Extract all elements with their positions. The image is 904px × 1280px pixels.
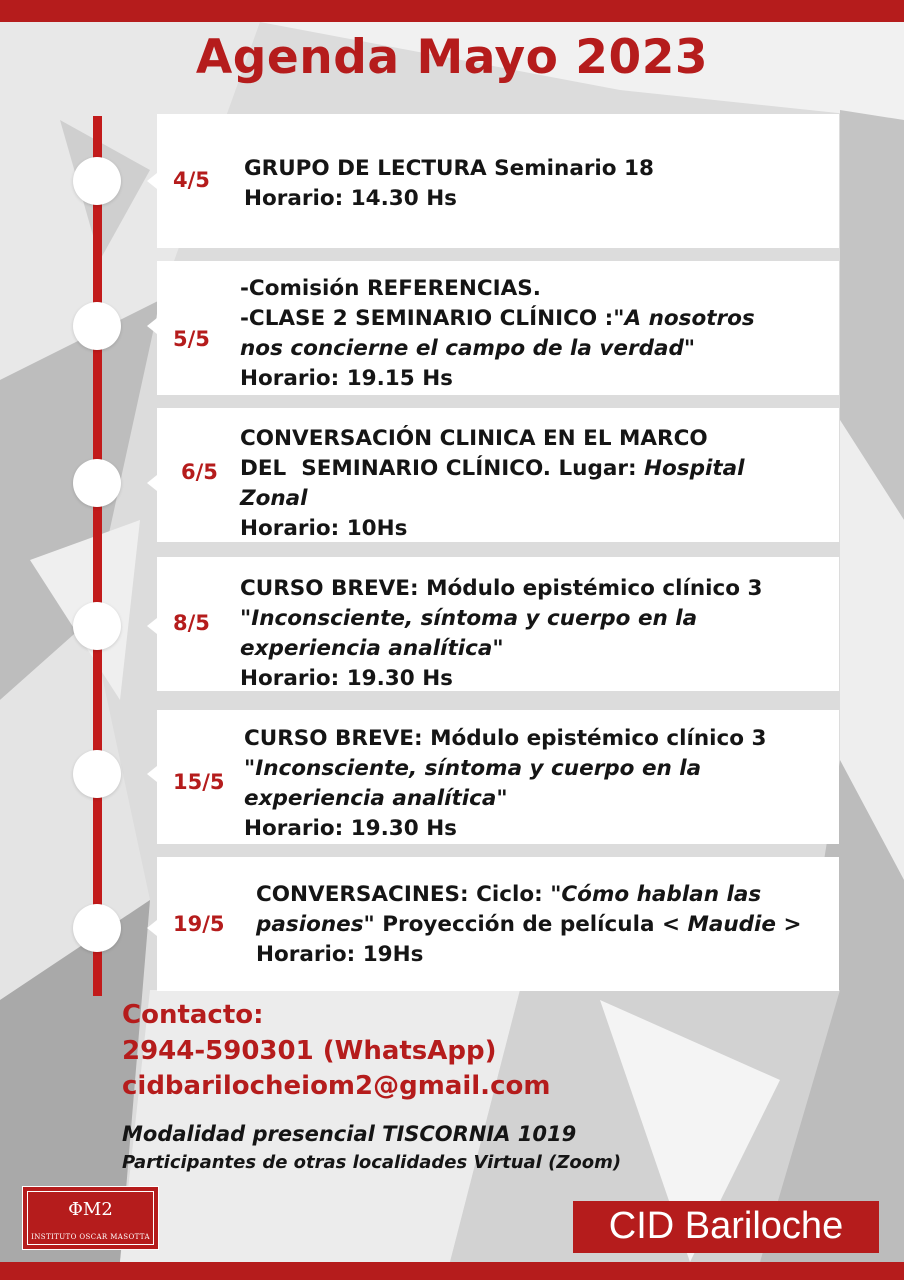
event-line — [240, 484, 745, 514]
timeline-dot — [73, 602, 121, 650]
event-date: 4/5 — [173, 168, 210, 192]
event-text: DEL SEMINARIO CLÍNICO. — [240, 456, 559, 481]
event-text: -Comisión REFERENCIAS. — [240, 276, 541, 301]
contact-email: cidbarilocheiom2@gmail.com — [122, 1071, 551, 1101]
event-line — [244, 784, 766, 814]
event-card-pointer — [147, 920, 157, 936]
event-text: "Cómo hablan las — [550, 882, 762, 907]
event-line — [240, 454, 745, 484]
event-date: 6/5 — [181, 460, 218, 484]
event-description — [256, 880, 802, 970]
event-text: CONVERSACIÓN CLINICA EN EL MARCO — [240, 426, 708, 451]
event-text: Zonal — [240, 486, 308, 511]
event-line — [240, 604, 762, 634]
event-line — [240, 304, 755, 334]
event-text: Proyección de película < — [374, 912, 688, 937]
modality-virtual: Participantes de otras localidades Virtual (Zoom) — [122, 1152, 622, 1173]
event-text: : Módulo epistémico clínico 3 — [410, 576, 763, 601]
cid-bariloche-logo-text: CID Bariloche — [608, 1205, 844, 1247]
event-text: experiencia analítica" — [244, 786, 508, 811]
cid-bariloche-logo — [573, 1201, 879, 1253]
modality-presencial: Modalidad presencial TISCORNIA 1019 — [122, 1122, 577, 1146]
event-card-pointer — [147, 618, 157, 634]
event-text: : Módulo epistémico clínico 3 — [414, 726, 767, 751]
event-line — [256, 880, 802, 910]
event-line — [256, 910, 802, 940]
timeline-dot — [73, 302, 121, 350]
event-text: GRUPO DE LECTURA — [244, 156, 487, 181]
timeline-dot — [73, 157, 121, 205]
timeline-dot — [73, 459, 121, 507]
event-line — [240, 364, 755, 394]
event-text: > — [776, 912, 802, 937]
event-line — [244, 154, 654, 184]
event-text: Horario: 19.15 Hs — [240, 366, 453, 391]
event-date: 5/5 — [173, 327, 210, 351]
contact-phone: 2944-590301 (WhatsApp) — [122, 1036, 497, 1066]
event-line — [244, 754, 766, 784]
event-description — [240, 274, 755, 394]
event-line — [240, 274, 755, 304]
bottom-red-bar — [0, 1262, 904, 1280]
top-red-bar — [0, 0, 904, 22]
event-text: CONVERSACINES — [256, 882, 460, 907]
event-description — [240, 424, 745, 544]
event-text: Horario: 19.30 Hs — [240, 666, 453, 691]
event-text: CURSO BREVE — [244, 726, 414, 751]
event-card-pointer — [147, 766, 157, 782]
event-text: pasiones" — [256, 912, 375, 937]
event-text: experiencia analítica" — [240, 636, 504, 661]
event-description — [244, 724, 766, 844]
timeline-line — [93, 116, 102, 996]
event-text: Horario: 19Hs — [256, 942, 424, 967]
event-text: "A nosotros — [613, 306, 755, 331]
event-text: "Inconsciente, síntoma y cuerpo en la — [240, 606, 698, 631]
iom2-logo — [22, 1186, 159, 1250]
event-line — [244, 724, 766, 754]
event-line — [240, 634, 762, 664]
event-date: 19/5 — [173, 912, 225, 936]
event-line — [240, 664, 762, 694]
timeline-dot — [73, 904, 121, 952]
event-line — [244, 814, 766, 844]
event-text: Lugar: — [558, 456, 645, 481]
event-line — [240, 334, 755, 364]
event-line — [256, 940, 802, 970]
event-text: Horario: 10Hs — [240, 516, 408, 541]
event-description — [240, 574, 762, 694]
event-card-pointer — [147, 318, 157, 334]
event-text: : Ciclo: — [460, 882, 551, 907]
event-text: -CLASE 2 SEMINARIO CLÍNICO : — [240, 306, 614, 331]
event-date: 15/5 — [173, 770, 225, 794]
event-text: Hospital — [644, 456, 745, 481]
page-title: Agenda Mayo 2023 — [195, 30, 709, 85]
event-text: Maudie — [687, 912, 777, 937]
event-text: "Inconsciente, síntoma y cuerpo en la — [244, 756, 702, 781]
event-line — [244, 184, 654, 214]
event-text: Horario: 14.30 Hs — [244, 186, 457, 211]
event-line — [240, 574, 762, 604]
event-card-pointer — [147, 173, 157, 189]
event-line — [240, 514, 745, 544]
event-description — [244, 154, 654, 214]
event-line — [240, 424, 745, 454]
contact-heading: Contacto: — [122, 1000, 264, 1030]
event-text: nos concierne el campo de la verdad" — [240, 336, 696, 361]
iom2-logo-symbol: ΦM2 — [68, 1199, 113, 1220]
event-date: 8/5 — [173, 611, 210, 635]
timeline-dot — [73, 750, 121, 798]
iom2-logo-text: INSTITUTO OSCAR MASOTTA — [31, 1233, 150, 1241]
event-text: Horario: 19.30 Hs — [244, 816, 457, 841]
event-text: CURSO BREVE — [240, 576, 410, 601]
event-card-pointer — [147, 475, 157, 491]
event-text: Seminario 18 — [486, 156, 654, 181]
